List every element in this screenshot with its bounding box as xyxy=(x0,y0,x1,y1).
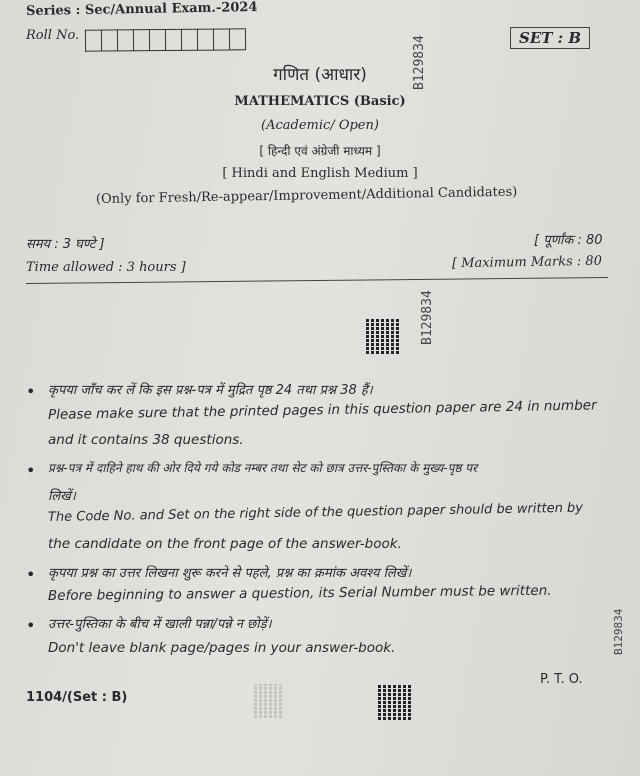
bullet-icon: • xyxy=(26,565,36,584)
maximum-marks: [ Maximum Marks : 80 xyxy=(451,253,603,272)
instruction-english: the candidate on the front page of the answer-book. xyxy=(48,536,402,552)
series-label: Series : Sec/Annual Exam.-2024 xyxy=(25,0,258,20)
roll-number-boxes xyxy=(85,28,246,51)
instruction-english: The Code No. and Set on the right side of the question paper should be written by xyxy=(47,500,584,525)
qr-code xyxy=(366,318,400,354)
instruction-english: and it contains 38 questions. xyxy=(48,432,244,448)
instruction-hindi: लिखें। xyxy=(48,489,76,504)
instruction-hindi: कृपया प्रश्न का उत्तर लिखना शुरू करने से पहले, प्रश्न का क्रमांक अवश्य लिखें। xyxy=(48,566,412,581)
instruction-hindi: कृपया जाँच कर लें कि इस प्रश्न-पत्र में मुद्रित पृष्ठ 24 तथा प्रश्न 38 हैं। xyxy=(48,383,373,398)
candidates-note: (Only for Fresh/Re-appear/Improvement/Additional Candidates) xyxy=(95,184,518,207)
qr-code xyxy=(378,684,412,720)
bullet-icon: • xyxy=(26,382,36,401)
stream: (Academic/ Open) xyxy=(261,118,379,133)
serial-number: B129834 xyxy=(612,608,625,655)
medium-hindi: [ हिन्दी एवं अंग्रेजी माध्यम ] xyxy=(259,144,381,158)
paper-code: 1104/(Set : B) xyxy=(26,690,128,705)
instruction-english: Before beginning to answer a question, its Serial Number must be written. xyxy=(47,582,552,604)
set-badge: SET : B xyxy=(510,27,590,49)
serial-number: B129834 xyxy=(412,35,427,90)
instruction-english: Please make sure that the printed pages in this question paper are 24 in number xyxy=(47,397,597,423)
medium-english: [ Hindi and English Medium ] xyxy=(222,166,418,181)
instruction-hindi: उत्तर-पुस्तिका के बीच में खाली पन्ना/पन्ने न छोड़ें। xyxy=(48,617,272,632)
time-hindi: समय : 3 घण्टे ] xyxy=(26,237,105,252)
bullet-icon: • xyxy=(26,461,36,480)
roll-number-label: Roll No. xyxy=(26,28,80,43)
faded-qr-code xyxy=(254,684,284,718)
marks-hindi: [ पूर्णांक : 80 xyxy=(534,233,603,248)
pto-label: P. T. O. xyxy=(540,672,583,687)
subject-title: MATHEMATICS (Basic) xyxy=(234,94,406,109)
instruction-english: Don't leave blank page/pages in your answer-book. xyxy=(48,640,396,656)
instruction-hindi: प्रश्न-पत्र में दाहिने हाथ की ओर दिये गये कोड नम्बर तथा सेट को छात्र उत्तर-पुस्तिका के मुख्य-पृष्ठ पर xyxy=(48,461,478,475)
subject-hindi: गणित (आधार) xyxy=(273,65,367,85)
bullet-icon: • xyxy=(26,616,36,635)
serial-number: B129834 xyxy=(420,290,435,345)
divider xyxy=(26,277,608,284)
time-allowed: Time allowed : 3 hours ] xyxy=(26,260,186,275)
